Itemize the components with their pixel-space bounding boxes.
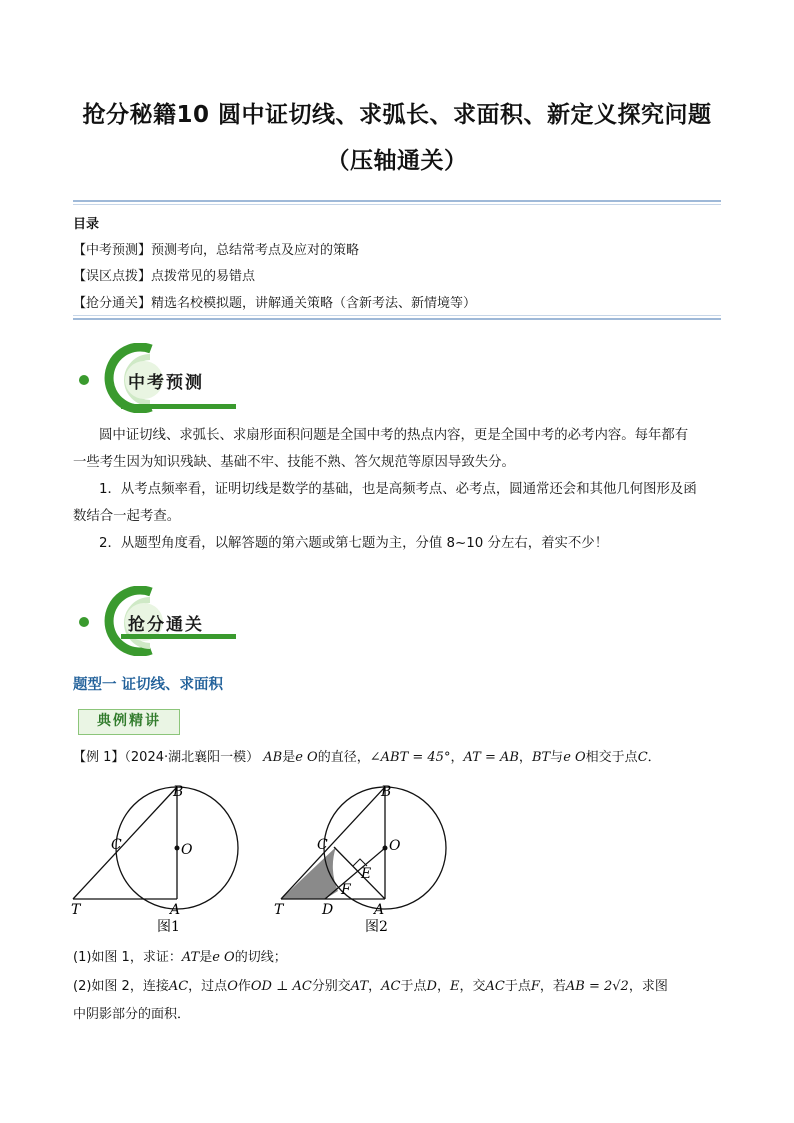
math-d: D	[426, 979, 437, 994]
text: 相交于点	[585, 750, 638, 765]
text: 于点	[400, 979, 427, 994]
label-d: D	[322, 902, 334, 918]
label-a: A	[170, 902, 181, 918]
label-b: B	[173, 784, 184, 800]
text: ，过点	[188, 979, 228, 994]
figure-caption: 图1	[157, 919, 180, 935]
example-badge: 典例精讲	[78, 709, 180, 735]
toc-item: 【误区点拨】点拨常见的易错点	[73, 269, 256, 284]
paragraph: 1．从考点频率看，证明切线是数学的基础，也是高频考点、必考点，圆通常还会和其他几何图形及函	[99, 482, 697, 497]
paragraph: 数结合一起考查。	[73, 509, 181, 524]
math-at: AT	[181, 950, 200, 965]
math-bt: BT	[531, 750, 551, 765]
math-f: F	[530, 979, 540, 994]
section-title: 抢分通关	[128, 615, 204, 635]
text: ，	[368, 979, 382, 994]
toc-heading: 目录	[73, 217, 100, 232]
math-at: AT	[350, 979, 369, 994]
divider-bottom-thin	[73, 315, 721, 316]
label-o: O	[181, 842, 193, 858]
text: 的切线；	[234, 950, 287, 965]
label-t: T	[71, 902, 81, 918]
label-a: A	[374, 902, 385, 918]
text: ，若	[539, 979, 566, 994]
label-c: C	[111, 837, 122, 853]
label-e: E	[361, 866, 372, 882]
label-o: O	[389, 838, 401, 854]
label-f: F	[341, 882, 351, 898]
example-statement	[73, 744, 661, 771]
circle-symbol: e O	[295, 750, 318, 765]
math-od-perp-ac: OD ⊥ AC	[250, 979, 312, 994]
question-type-heading: 题型一 证切线、求面积	[73, 677, 224, 693]
question-2-line2: 中阴影部分的面积．	[73, 1007, 191, 1022]
math-ab: AB	[263, 750, 283, 765]
divider-top	[73, 200, 721, 202]
text: ，	[436, 979, 450, 994]
page-title: 抢分秘籍10 圆中证切线、求弧长、求面积、新定义探究问题	[82, 102, 712, 128]
figure-caption: 图2	[365, 919, 388, 935]
circle-symbol: e O	[212, 950, 235, 965]
question-2	[73, 973, 668, 1000]
text: ，	[518, 750, 532, 765]
text: 的直径，	[317, 750, 370, 765]
segment-tb	[73, 787, 177, 899]
text: 是	[199, 950, 213, 965]
segment-od	[325, 848, 385, 899]
text: ．	[647, 750, 661, 765]
text: ，	[450, 750, 464, 765]
math-o: O	[227, 979, 238, 994]
page-subtitle: （压轴通关）	[326, 148, 468, 174]
section-header-qiangfen	[76, 586, 256, 656]
text: 分别交	[311, 979, 351, 994]
text: (2)如图 2，连接	[73, 979, 169, 994]
divider-top-thin	[73, 204, 721, 205]
center-point	[383, 846, 388, 851]
text: 与	[550, 750, 564, 765]
paragraph: 一些考生因为知识残缺、基础不牢、技能不熟、答欠规范等原因导致失分。	[73, 455, 515, 470]
figure-2	[268, 775, 468, 945]
math-ac: AC	[381, 979, 401, 994]
example-lead: 【例 1】（2024·湖北襄阳一模）	[73, 750, 260, 765]
paragraph: 2．从题型角度看，以解答题的第六题或第七题为主，分值 8~10 分左右，着实不少！	[99, 536, 609, 551]
figure-1	[60, 775, 260, 945]
math-e: E	[449, 979, 460, 994]
center-point	[175, 846, 180, 851]
math-angle: ∠ABT = 45°	[369, 750, 451, 765]
divider-bottom	[73, 318, 721, 320]
label-b: B	[381, 784, 392, 800]
math-c: C	[637, 750, 648, 765]
math-ac: AC	[168, 979, 189, 994]
toc-item: 【抢分通关】精选名校模拟题，讲解通关策略（含新考法、新情境等）	[73, 296, 477, 311]
text: 作	[237, 979, 251, 994]
text: ，求图	[628, 979, 668, 994]
section-title: 中考预测	[128, 373, 204, 393]
circle-symbol: e O	[563, 750, 586, 765]
paragraph: 圆中证切线、求弧长、求扇形面积问题是全国中考的热点内容，更是全国中考的必考内容。每年都有	[99, 428, 689, 443]
math-ac: AC	[485, 979, 505, 994]
section-header-zhongkao	[76, 343, 256, 413]
text: 是	[282, 750, 296, 765]
toc-item: 【中考预测】预测考向，总结常考点及应对的策略	[73, 243, 360, 258]
math-at-eq-ab: AT = AB	[463, 750, 519, 765]
text: (1)如图 1，求证：	[73, 950, 182, 965]
text: ，交	[459, 979, 486, 994]
text: 于点	[504, 979, 531, 994]
question-1	[73, 944, 287, 971]
math-ab-value: AB = 2√2	[565, 979, 629, 994]
label-t: T	[274, 902, 284, 918]
label-c: C	[317, 837, 328, 853]
